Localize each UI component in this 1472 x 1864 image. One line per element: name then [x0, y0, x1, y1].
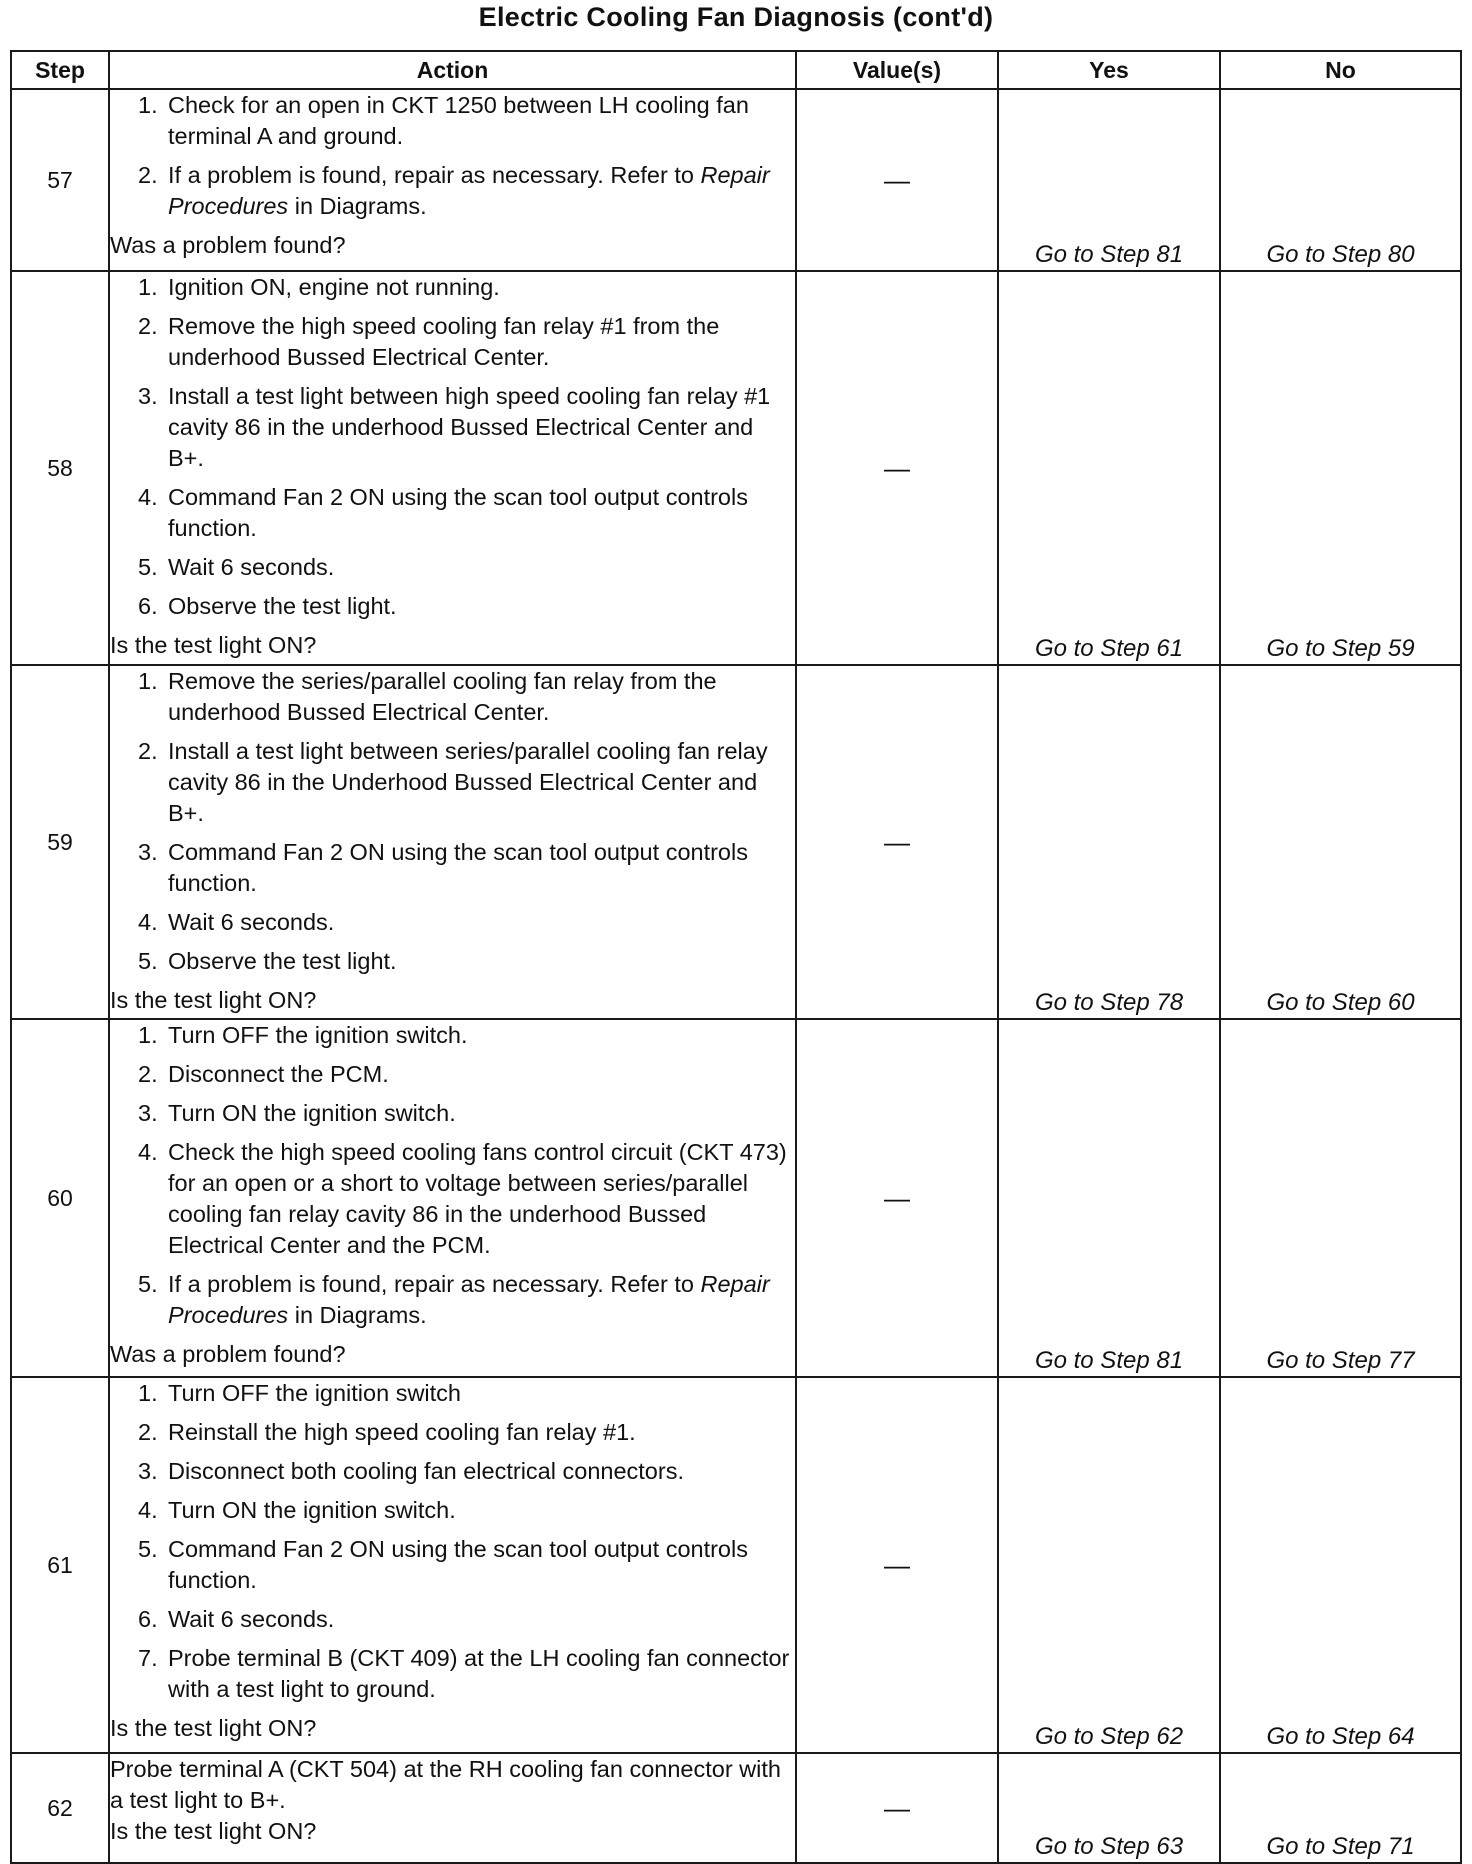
action-item: 1. Check for an open in CKT 1250 between LH cooling fan terminal A and ground.: [138, 92, 749, 149]
action-item: 3. Disconnect both cooling fan electrical connectors.: [138, 1458, 684, 1484]
column-header-values: Value(s): [796, 51, 998, 89]
action-item: 2. If a problem is found, repair as necessary. Refer to Repair Procedures in Diagrams.: [138, 162, 770, 219]
action-item: 2. Reinstall the high speed cooling fan relay #1.: [138, 1419, 636, 1445]
action-steps: [110, 1378, 795, 1705]
diagnosis-table: [10, 50, 1462, 1864]
value-cell: —: [796, 1019, 998, 1377]
table-row: [11, 1753, 1461, 1863]
yes-result: Go to Step 63: [998, 1753, 1220, 1863]
value-cell: —: [796, 271, 998, 665]
action-item: 6. Wait 6 seconds.: [138, 1606, 335, 1632]
yes-result: Go to Step 81: [998, 89, 1220, 271]
table-row: [11, 1377, 1461, 1753]
no-result: Go to Step 71: [1220, 1753, 1461, 1863]
action-item: 6. Observe the test light.: [138, 593, 397, 619]
action-item: 5. If a problem is found, repair as necessary. Refer to Repair Procedures in Diagrams.: [138, 1271, 770, 1328]
action-cell: [109, 89, 796, 271]
value-cell: —: [796, 1377, 998, 1753]
action-steps: [110, 90, 795, 222]
page-title: Electric Cooling Fan Diagnosis (cont'd): [478, 2, 994, 32]
action-question: Is the test light ON?: [110, 632, 317, 658]
action-cell: [109, 1019, 796, 1377]
column-header-no: No: [1220, 51, 1461, 89]
action-item: 1. Turn OFF the ignition switch: [138, 1380, 461, 1406]
action-item: 5. Wait 6 seconds.: [138, 554, 335, 580]
action-item: 4. Turn ON the ignition switch.: [138, 1497, 456, 1523]
action-cell: [109, 665, 796, 1019]
yes-result: Go to Step 62: [998, 1377, 1220, 1753]
action-cell: [109, 1377, 796, 1753]
action-question: Was a problem found?: [110, 1341, 346, 1367]
value-cell: —: [796, 1753, 998, 1863]
yes-result: Go to Step 78: [998, 665, 1220, 1019]
action-item: 3. Command Fan 2 ON using the scan tool output controls function.: [138, 839, 748, 896]
step-number: 62: [11, 1753, 109, 1863]
value-cell: —: [796, 89, 998, 271]
action-item: 7. Probe terminal B (CKT 409) at the LH cooling fan connector with a test light to ground.: [138, 1645, 790, 1702]
action-item: 4. Command Fan 2 ON using the scan tool output controls function.: [138, 484, 748, 541]
action-item: 5. Observe the test light.: [138, 948, 397, 974]
action-question: Is the test light ON?: [110, 987, 317, 1013]
action-steps: [110, 1020, 795, 1331]
action-cell: [109, 271, 796, 665]
yes-result: Go to Step 81: [998, 1019, 1220, 1377]
column-header-yes: Yes: [998, 51, 1220, 89]
action-item: 2. Disconnect the PCM.: [138, 1061, 389, 1087]
action-steps: [110, 272, 795, 622]
table-row: [11, 665, 1461, 1019]
table-header-row: [11, 51, 1461, 89]
column-header-step: Step: [11, 51, 109, 89]
action-cell: [109, 1753, 796, 1863]
step-number: 58: [11, 271, 109, 665]
yes-result: Go to Step 61: [998, 271, 1220, 665]
action-item: 5. Command Fan 2 ON using the scan tool output controls function.: [138, 1536, 748, 1593]
no-result: Go to Step 64: [1220, 1377, 1461, 1753]
step-number: 59: [11, 665, 109, 1019]
action-question: Was a problem found?: [110, 232, 346, 258]
action-text: Probe terminal A (CKT 504) at the RH cooling fan connector with a test light to B+.: [110, 1756, 781, 1813]
action-item: 4. Wait 6 seconds.: [138, 909, 335, 935]
no-result: Go to Step 60: [1220, 665, 1461, 1019]
action-item: 1. Remove the series/parallel cooling fan relay from the underhood Bussed Electrical Center.: [138, 668, 717, 725]
no-result: Go to Step 80: [1220, 89, 1461, 271]
action-item: 3. Turn ON the ignition switch.: [138, 1100, 456, 1126]
table-row: [11, 1019, 1461, 1377]
no-result: Go to Step 59: [1220, 271, 1461, 665]
action-item: 1. Turn OFF the ignition switch.: [138, 1022, 468, 1048]
table-row: [11, 89, 1461, 271]
action-steps: [110, 666, 795, 977]
action-item: 3. Install a test light between high speed cooling fan relay #1 cavity 86 in the underhood Bussed Electrical Center and B+.: [138, 383, 771, 471]
value-cell: —: [796, 665, 998, 1019]
action-item: 4. Check the high speed cooling fans control circuit (CKT 473) for an open or a short to voltage between series/parallel cooling fan relay cavity 86 in the underhood Bussed Electrical Center and the PCM.: [138, 1139, 787, 1258]
column-header-action: Action: [109, 51, 796, 89]
action-question: Is the test light ON?: [110, 1818, 317, 1844]
action-item: 2. Remove the high speed cooling fan relay #1 from the underhood Bussed Electrical Center.: [138, 313, 720, 370]
table-row: [11, 271, 1461, 665]
no-result: Go to Step 77: [1220, 1019, 1461, 1377]
action-item: 2. Install a test light between series/parallel cooling fan relay cavity 86 in the Underhood Bussed Electrical Center and B+.: [138, 738, 768, 826]
step-number: 60: [11, 1019, 109, 1377]
step-number: 61: [11, 1377, 109, 1753]
action-item: 1. Ignition ON, engine not running.: [138, 274, 500, 300]
step-number: 57: [11, 89, 109, 271]
action-question: Is the test light ON?: [110, 1715, 317, 1741]
